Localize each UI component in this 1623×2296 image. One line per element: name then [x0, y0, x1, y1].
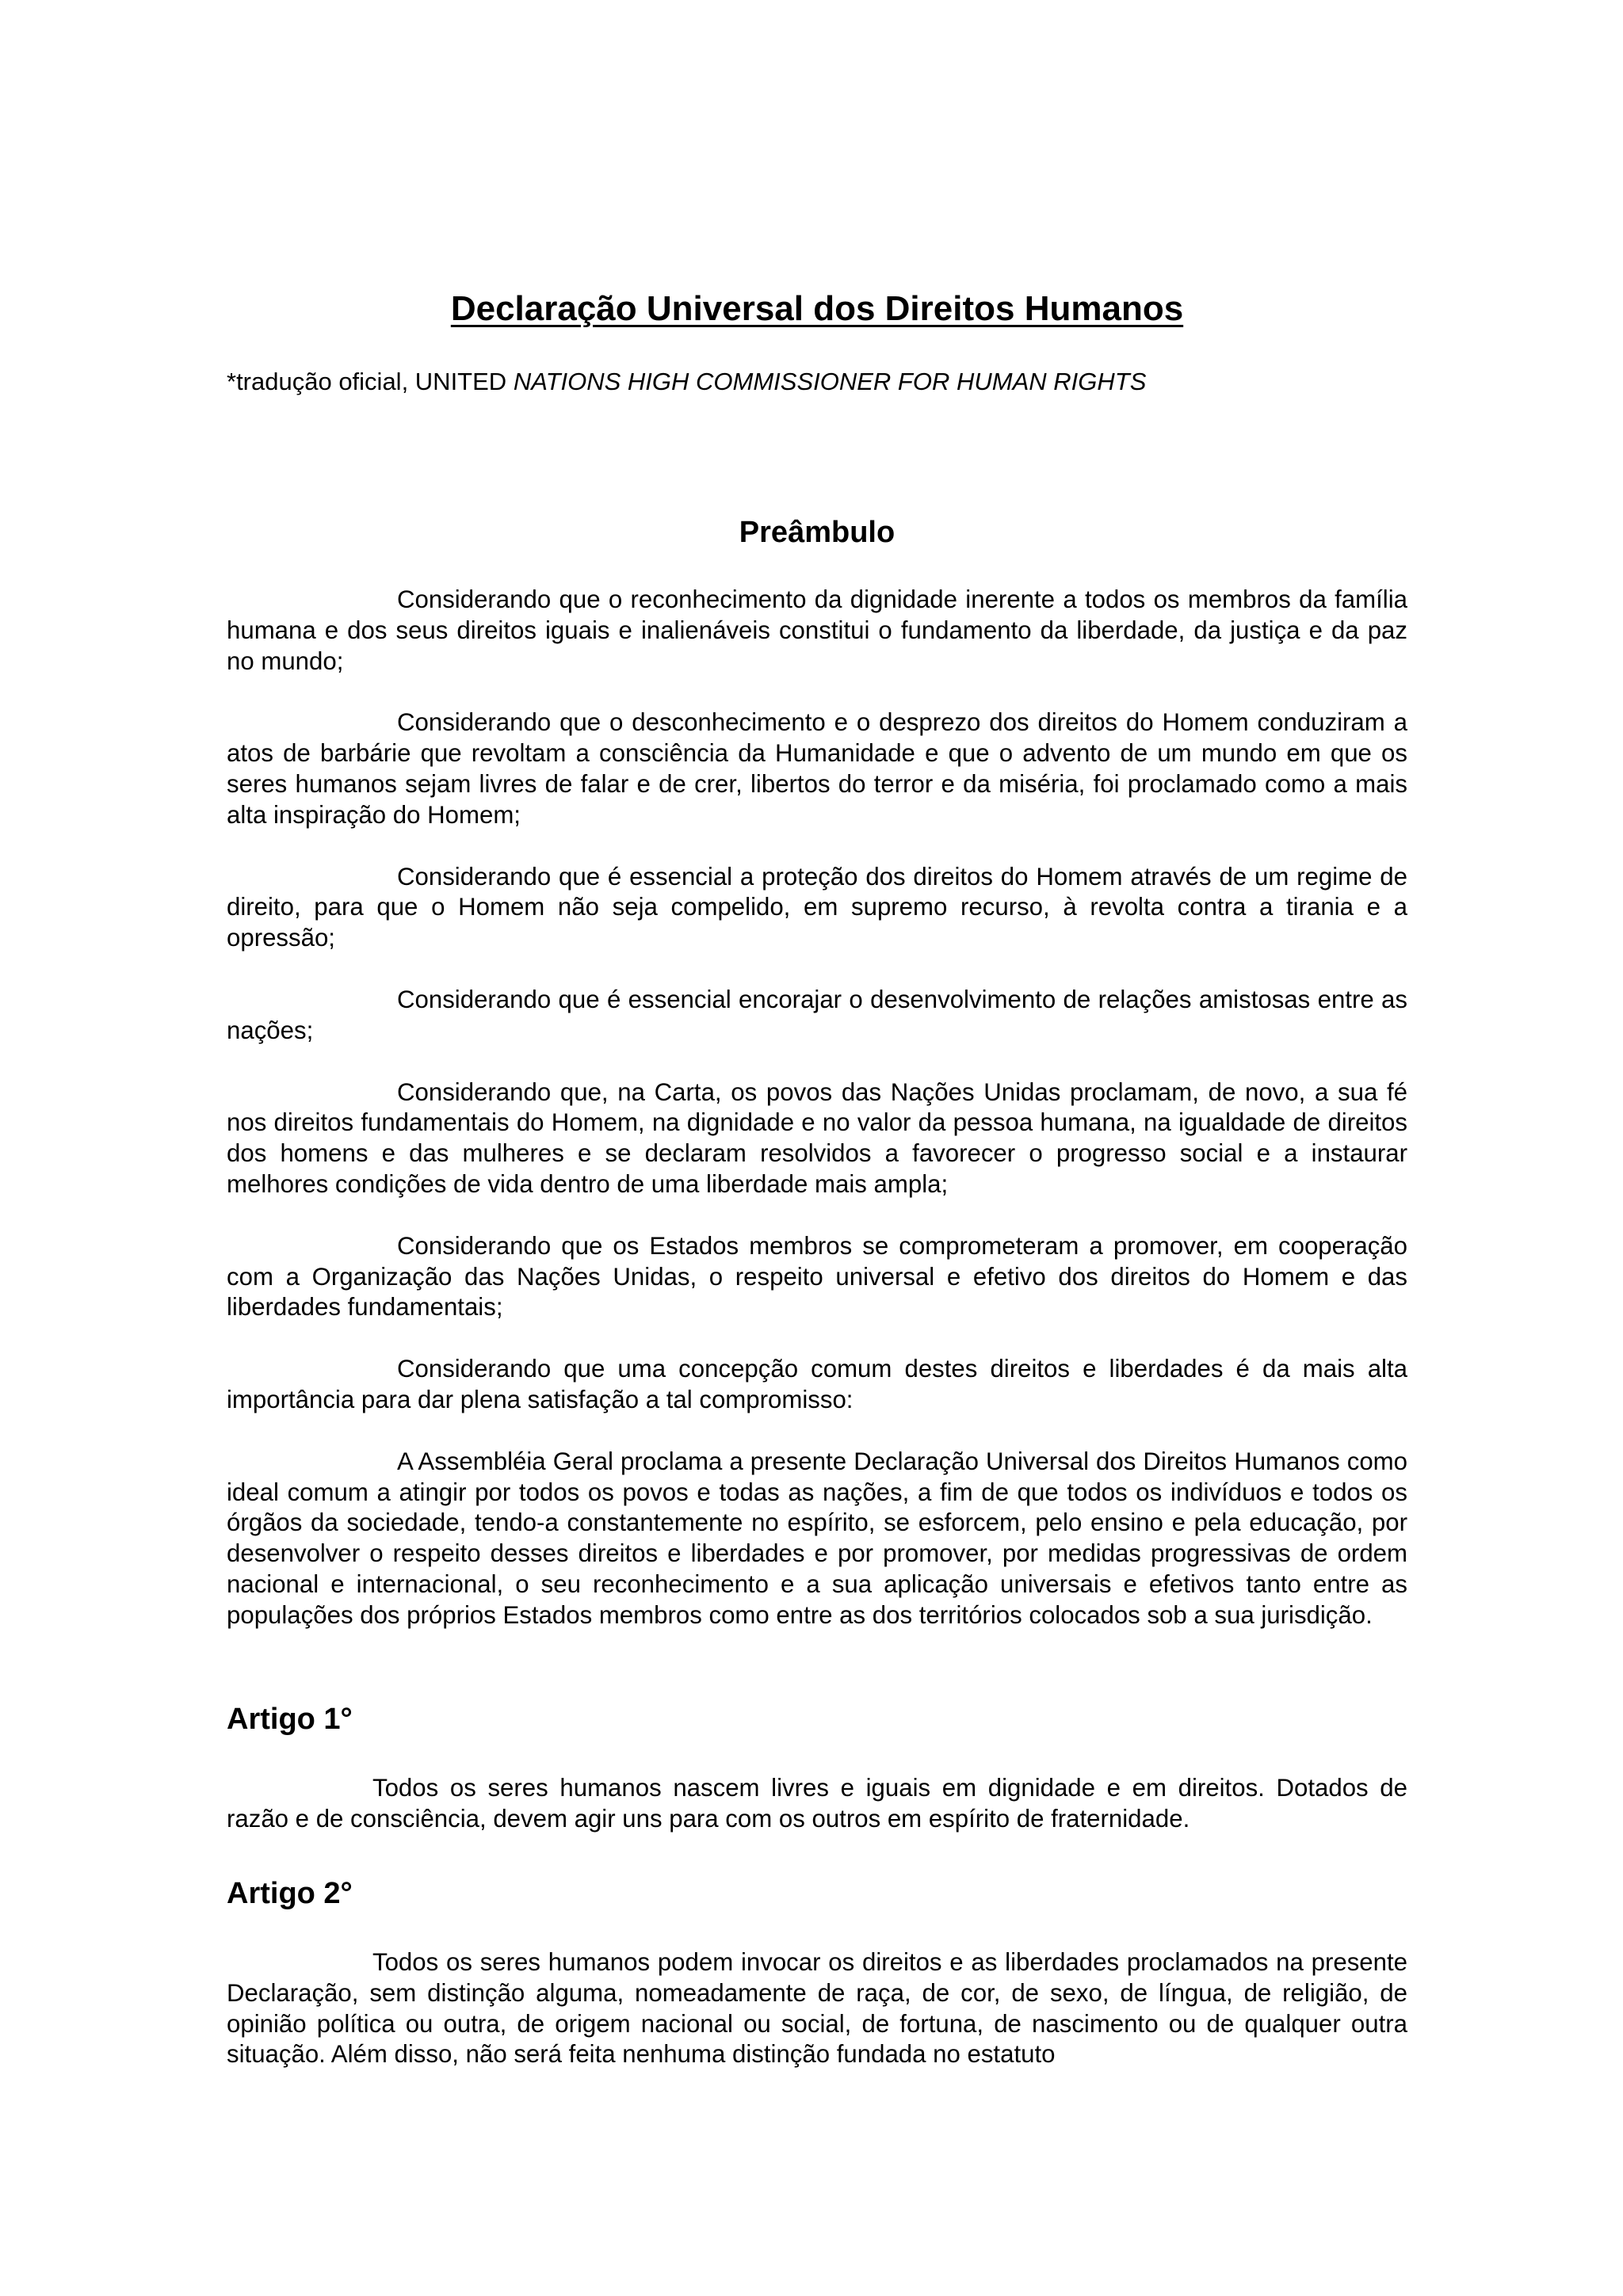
- article-1-body: [227, 1773, 1407, 1866]
- preamble-body: [227, 585, 1407, 1662]
- preamble-paragraph: Considerando que, na Carta, os povos das Nações Unidas proclamam, de novo, a sua fé nos direitos fundamentais do Homem, na dignidade e no valor da pessoa humana, na igualdade de direitos dos homens e das mulheres e se declaram resolvidos a favorecer o progresso social e a instaurar melhores condições de vida dentro de uma liberdade mais ampla;: [227, 1077, 1407, 1198]
- article-1-heading: Artigo 1°: [227, 1703, 353, 1736]
- translation-note-source: NATIONS HIGH COMMISSIONER FOR HUMAN RIGHTS: [513, 368, 1147, 395]
- translation-note-prefix: *tradução oficial, UNITED: [227, 368, 514, 395]
- document-title: Declaração Universal dos Direitos Humanos: [450, 289, 1184, 328]
- preamble-paragraph: Considerando que o desconhecimento e o desprezo dos direitos do Homem conduziram a atos de barbárie que revoltam a consciência da Humanidade e que o advento de um mundo em que os seres humanos sejam livres de falar e de crer, libertos do terror e da miséria, foi proclamado como a mais alta inspiração do Homem;: [227, 708, 1407, 829]
- preamble-paragraph: Considerando que o reconhecimento da dignidade inerente a todos os membros da família humana e dos seus direitos iguais e inalienáveis constitui o fundamento da liberdade, da justiça e da paz no mundo;: [227, 585, 1407, 675]
- preamble-paragraph: A Assembléia Geral proclama a presente Declaração Universal dos Direitos Humanos como ideal comum a atingir por todos os povos e todas as nações, a fim de que todos os indivíduos e todos os órgãos da sociedade, tendo-a constantemente no espírito, se esforcem, pelo ensino e pela educação, por desenvolver o respeito desses direitos e liberdades e por promover, por medidas progressivas de ordem nacional e internacional, o seu reconhecimento e a sua aplicação universais e efetivos tanto entre as populações dos próprios Estados membros como entre as dos territórios colocados sob a sua jurisdição.: [227, 1447, 1407, 1629]
- translation-note: [227, 363, 1146, 401]
- preamble-paragraph: Considerando que é essencial a proteção dos direitos do Homem através de um regime de direito, para que o Homem não seja compelido, em supremo recurso, à revolta contra a tirania e a opressão;: [227, 862, 1407, 952]
- preamble-paragraph: Considerando que é essencial encorajar o desenvolvimento de relações amistosas entre as nações;: [227, 985, 1407, 1044]
- article-1-text: Todos os seres humanos nascem livres e iguais em dignidade e em direitos. Dotados de razão e de consciência, devem agir uns para com os outros em espírito de fraternidade.: [227, 1774, 1407, 1833]
- preamble-paragraph: Considerando que os Estados membros se comprometeram a promover, em cooperação com a Organização das Nações Unidas, o respeito universal e efetivo dos direitos do Homem e das liberdades fundamentais;: [227, 1231, 1407, 1322]
- preamble-heading: Preâmbulo: [739, 516, 896, 549]
- preamble-paragraph: Considerando que uma concepção comum destes direitos e liberdades é da mais alta importância para dar plena satisfação a tal compromisso:: [227, 1355, 1407, 1413]
- article-2-heading: Artigo 2°: [227, 1877, 353, 1910]
- article-2-body: [227, 1947, 1407, 2101]
- article-2-text: Todos os seres humanos podem invocar os direitos e as liberdades proclamados na presente Declaração, sem distinção alguma, nomeadamente de raça, de cor, de sexo, de língua, de religião, de opinião política ou outra, de origem nacional ou social, de fortuna, de nascimento ou de qualquer outra situação. Além disso, não será feita nenhuma distinção fundada no estatuto: [227, 1948, 1407, 2069]
